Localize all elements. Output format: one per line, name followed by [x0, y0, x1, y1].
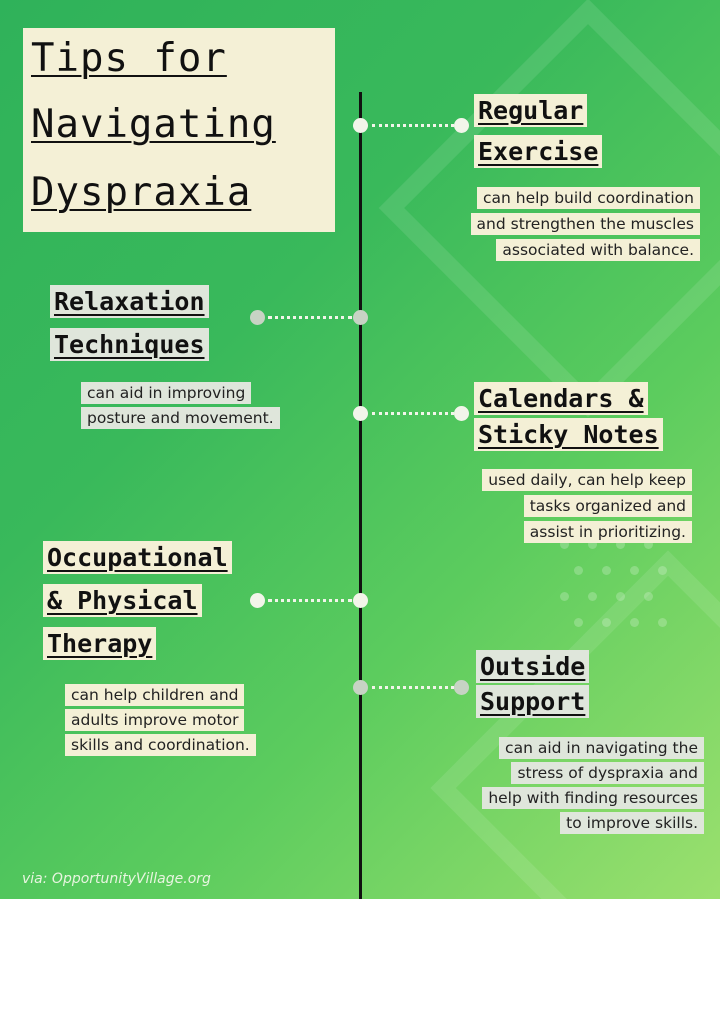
connector-node — [250, 593, 265, 608]
title-line-3: Dyspraxia — [31, 170, 252, 215]
connector-node — [454, 118, 469, 133]
connector — [372, 124, 454, 127]
connector-node — [454, 680, 469, 695]
timeline-node — [353, 406, 368, 421]
timeline-node — [353, 118, 368, 133]
source-credit: via: OpportunityVillage.org — [22, 871, 211, 887]
connector-node — [454, 406, 469, 421]
page-title — [23, 28, 335, 232]
connector — [372, 412, 454, 415]
connector — [268, 599, 352, 602]
connector — [268, 316, 352, 319]
title-line-1: Tips for — [31, 36, 227, 81]
timeline-node — [353, 310, 368, 325]
timeline-node — [353, 680, 368, 695]
timeline-node — [353, 593, 368, 608]
timeline-line — [359, 92, 362, 899]
connector-node — [250, 310, 265, 325]
title-line-2: Navigating — [31, 102, 276, 147]
connector — [372, 686, 454, 689]
